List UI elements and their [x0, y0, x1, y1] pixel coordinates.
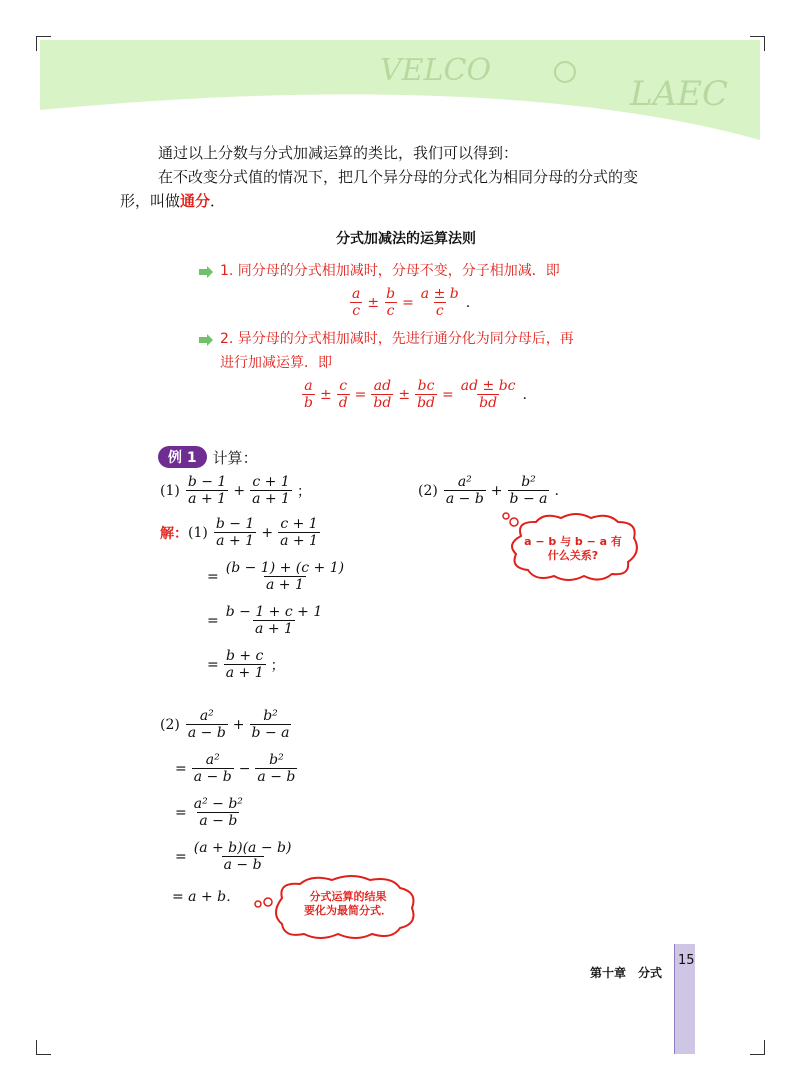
- example-prompt: 计算：: [212, 448, 258, 467]
- header-art-text-1: VELCO: [380, 53, 492, 88]
- page-number: 15: [678, 953, 695, 968]
- header-art-text-2: LAEC: [630, 74, 728, 114]
- solution-2-step-4: = a + b．: [172, 889, 241, 905]
- intro-line-1: 通过以上分数与分式加减运算的类比，我们可以得到：: [158, 144, 519, 162]
- rule-1-frac-sum: $\frac{a \pm b}{c}$: [420, 286, 459, 319]
- rules-title: 分式加减法的运算法则: [336, 231, 476, 247]
- rule-1-plus-minus: ±: [367, 294, 380, 311]
- intro-line-3: [120, 190, 225, 212]
- rule-2-formula: $\frac{a}{b}$ ± $\frac{c}{d}$ = $\frac{ad}{bd}$ ± $\frac{bc}{bd}$ = $\frac{ad \pm bc}{bd}$ .: [304, 378, 527, 411]
- rule-2-text-line-1: 2. 异分母的分式相加减时，先进行通分化为同分母后，再: [220, 331, 574, 347]
- rule-2-bullet-icon: [198, 334, 214, 346]
- solution-2-step-2: = $\frac{\text{a² − b²}}{a - b}$: [175, 796, 243, 829]
- rule-1-frac-a-over-c: $\frac{a}{c}$: [352, 286, 361, 319]
- rule-1-bullet-icon: [198, 266, 214, 278]
- rule-2-text-line-2: 进行加减运算．即: [220, 355, 332, 371]
- header-decorative-band: [0, 0, 800, 160]
- intro-line-3-prefix: 形，叫做: [120, 192, 181, 210]
- crop-mark-bottom-right: [750, 1040, 765, 1055]
- rule-1-formula: $\frac{a}{c}$ ± $\frac{b}{c}$ = $\frac{a \pm b}{c}$ .: [352, 286, 471, 319]
- solution-2-step-1: = $\frac{\text{a²}}{a - b}$ − $\frac{\text{b²}}{a - b}$: [175, 752, 296, 785]
- solution-label: 解：: [160, 525, 188, 542]
- term-tongfen: 通分: [180, 192, 211, 210]
- solution-2-step-3: = $\frac{(a + b)(a - b)}{a - b}$: [175, 840, 292, 873]
- solution-1-step-2: = $\frac{b - 1 + c + 1}{a + 1}$: [207, 604, 323, 637]
- example-label-badge: 例 1: [158, 446, 207, 468]
- intro-line-3-suffix: ．: [210, 192, 226, 210]
- example-header: [158, 446, 258, 468]
- example-problem-1: (1) $\frac{b - 1}{a + 1}$ + $\frac{c + 1}{a + 1}$ ；: [160, 474, 311, 507]
- solution-1-step-3: = $\frac{b + c}{a + 1}$ ；: [207, 648, 285, 681]
- rule-1-frac-b-over-c: $\frac{b}{c}$: [386, 286, 396, 319]
- example-problem-2: (2) $\frac{\text{a²}}{a - b}$ + $\frac{\text{b²}}{b - a}$ .: [418, 474, 559, 507]
- solution-1-step-0: 解： (1) $\frac{b - 1}{a + 1}$ + $\frac{c + 1}{a + 1}$: [160, 516, 318, 549]
- crop-mark-bottom-left: [36, 1040, 51, 1055]
- footer-chapter: 第十章 分式: [590, 966, 663, 980]
- solution-1-step-1: = $\frac{(b - 1) + (c + 1)}{a + 1}$: [207, 560, 345, 593]
- thought-bubble-2-text: 分式运算的结果 要化为最简分式．: [304, 890, 392, 917]
- intro-line-2: 在不改变分式值的情况下，把几个异分母的分式化为相同分母的分式的变: [158, 168, 639, 186]
- rule-1-text: 1. 同分母的分式相加减时，分母不变，分子相加减．即: [220, 263, 560, 279]
- solution-2-step-0: (2) $\frac{\text{a²}}{a - b}$ + $\frac{\text{b²}}{b - a}$: [160, 708, 290, 741]
- thought-bubble-1-text: a − b 与 b − a 有 什么关系?: [524, 535, 622, 562]
